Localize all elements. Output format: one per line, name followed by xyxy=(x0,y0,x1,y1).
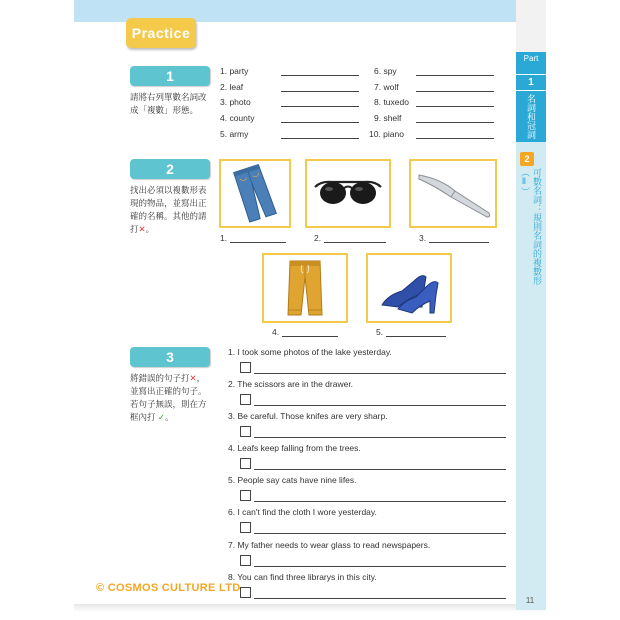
answer-blank[interactable] xyxy=(416,138,494,139)
part-tab[interactable]: Part xyxy=(516,52,546,74)
word-item: 7. wolf xyxy=(374,82,399,92)
chapter-title-tab[interactable]: 名詞和冠詞 xyxy=(516,90,546,142)
answer-line[interactable] xyxy=(254,501,506,502)
answer-blank[interactable] xyxy=(281,122,359,123)
trousers-image xyxy=(262,253,348,323)
section-title: 可數名詞：規則名詞的複數形（Ⅱ） xyxy=(520,168,542,285)
correct-checkbox[interactable] xyxy=(240,394,251,405)
knife-image xyxy=(409,159,497,228)
high-heels-image xyxy=(366,253,452,323)
sentence-item: 7. My father needs to wear glass to read newspapers. xyxy=(228,540,431,550)
cross-mark-icon: ✕ xyxy=(138,224,146,234)
jeans-image xyxy=(219,159,291,228)
answer-blank[interactable] xyxy=(282,329,338,337)
word-item: 4. county xyxy=(220,113,255,123)
word-item: 3. photo xyxy=(220,97,251,107)
part-number-tab[interactable]: 1 xyxy=(516,74,546,90)
sentence-item: 3. Be careful. Those knifes are very sharp. xyxy=(228,411,388,421)
answer-line[interactable] xyxy=(254,598,506,599)
answer-blank[interactable] xyxy=(416,122,494,123)
word-item: 9. shelf xyxy=(374,113,402,123)
correct-checkbox[interactable] xyxy=(240,362,251,373)
answer-blank[interactable] xyxy=(230,235,286,243)
picture-label: 2. xyxy=(314,233,386,243)
sentence-item: 5. People say cats have nine lifes. xyxy=(228,475,357,485)
section-number-badge: 2 xyxy=(520,152,534,166)
page-shadow xyxy=(74,604,546,612)
answer-blank[interactable] xyxy=(416,75,494,76)
exercise-2-badge: 2 xyxy=(130,159,210,179)
picture-label: 1. xyxy=(220,233,286,243)
sentence-item: 2. The scissors are in the drawer. xyxy=(228,379,354,389)
correct-checkbox[interactable] xyxy=(240,522,251,533)
word-item: 1. party xyxy=(220,66,249,76)
answer-blank[interactable] xyxy=(416,106,494,107)
answer-blank[interactable] xyxy=(281,138,359,139)
answer-line[interactable] xyxy=(254,566,506,567)
copyright-watermark: © COSMOS CULTURE LTD xyxy=(96,582,241,594)
answer-line[interactable] xyxy=(254,373,506,374)
page-number: 11 xyxy=(525,596,535,605)
answer-line[interactable] xyxy=(254,405,506,406)
sentence-item: 6. I can't find the cloth I wore yesterday. xyxy=(228,507,377,517)
word-item: 6. spy xyxy=(374,66,397,76)
word-item: 2. leaf xyxy=(220,82,244,92)
exercise-2-instruction: 找出必須以複數形表現的物品，並寫出正確的名稱。其他的請打✕。 xyxy=(130,185,207,234)
practice-heading: Practice xyxy=(126,18,196,48)
correct-checkbox[interactable] xyxy=(240,587,251,598)
correct-checkbox[interactable] xyxy=(240,555,251,566)
answer-blank[interactable] xyxy=(281,75,359,76)
answer-line[interactable] xyxy=(254,469,506,470)
answer-blank[interactable] xyxy=(324,235,386,243)
correct-checkbox[interactable] xyxy=(240,458,251,469)
answer-line[interactable] xyxy=(254,533,506,534)
picture-label: 5. xyxy=(376,327,446,337)
sentence-item: 1. I took some photos of the lake yesterday. xyxy=(228,347,392,357)
check-mark-icon: ✓ xyxy=(157,412,166,422)
answer-line[interactable] xyxy=(254,437,506,438)
answer-blank[interactable] xyxy=(386,329,446,337)
picture-label: 3. xyxy=(419,233,489,243)
word-item: 10. piano xyxy=(369,129,404,139)
answer-blank[interactable] xyxy=(416,91,494,92)
answer-blank[interactable] xyxy=(281,91,359,92)
exercise-3-badge: 3 xyxy=(130,347,210,367)
exercise-1-instruction: 請將右列單數名詞改成「複數」形態。 xyxy=(130,92,207,115)
exercise-1-badge: 1 xyxy=(130,66,210,86)
answer-blank[interactable] xyxy=(429,235,489,243)
exercise-3-instruction: 將錯誤的句子打✕，並寫出正確的句子。若句子無誤，則在方框內打 ✓。 xyxy=(130,373,207,422)
sentence-item: 8. You can find three librarys in this city. xyxy=(228,572,377,582)
cross-mark-icon: ✕ xyxy=(189,373,197,383)
word-item: 5. army xyxy=(220,129,249,139)
correct-checkbox[interactable] xyxy=(240,490,251,501)
correct-checkbox[interactable] xyxy=(240,426,251,437)
word-item: 8. tuxedo xyxy=(374,97,409,107)
picture-label: 4. xyxy=(272,327,338,337)
sunglasses-image xyxy=(305,159,391,228)
sentence-item: 4. Leafs keep falling from the trees. xyxy=(228,443,361,453)
answer-blank[interactable] xyxy=(281,106,359,107)
